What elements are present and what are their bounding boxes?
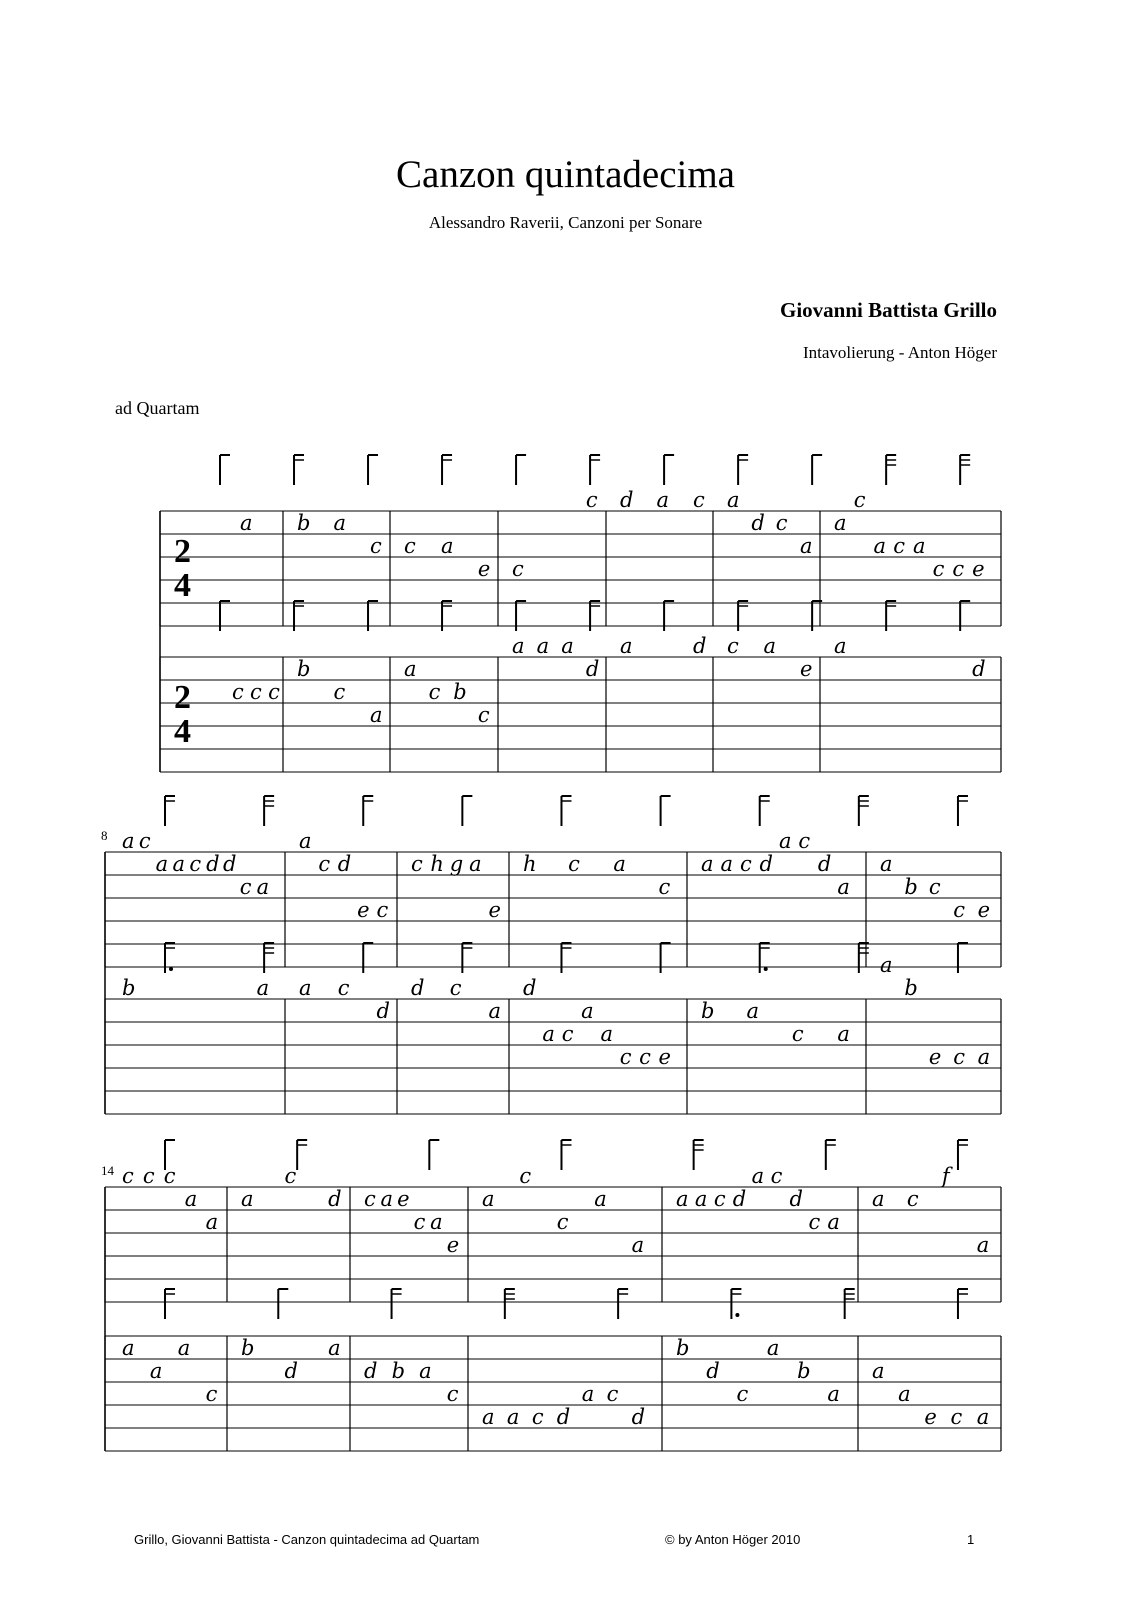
tab-letter: a (676, 1187, 689, 1211)
tab-letter: a (581, 999, 594, 1023)
page-subtitle: Alessandro Raverii, Canzoni per Sonare (428, 213, 703, 232)
tab-letter: d (789, 1187, 803, 1211)
tab-letter: b (797, 1359, 811, 1383)
tab-letter: a (837, 875, 850, 899)
tab-letter: a (827, 1210, 840, 1234)
tab-letter: a (581, 1382, 595, 1406)
tab-letter: a (613, 852, 626, 876)
tab-letter: a (834, 511, 847, 535)
tab-letter: c (189, 852, 202, 876)
tab-letter: a (469, 852, 482, 876)
tab-letter: d (693, 634, 707, 658)
tab-letter: c (449, 976, 462, 1000)
tab-letter: c (413, 1210, 426, 1234)
time-signature-top: 2 (174, 679, 191, 716)
tab-letter: e (357, 898, 370, 922)
tab-letter: c (906, 1187, 919, 1211)
tab-letter: d (706, 1359, 720, 1383)
tab-letter: c (639, 1045, 651, 1069)
tab-letter: a (880, 852, 893, 876)
tab-letter: b (241, 1336, 255, 1360)
tab-letter: a (536, 634, 550, 658)
tab-letter: c (519, 1164, 532, 1188)
page-title: Canzon quintadecima (396, 153, 735, 196)
tab-letter: a (155, 852, 169, 876)
tab-letter: c (739, 852, 752, 876)
tab-letter: a (872, 1359, 885, 1383)
footer-copyright: © by Anton Höger 2010 (665, 1532, 801, 1547)
tab-letter: a (898, 1382, 911, 1406)
tab-letter: d (337, 852, 352, 876)
tab-letter: d (732, 1187, 747, 1211)
tab-letter: a (694, 1187, 708, 1211)
tab-letter: a (299, 829, 312, 853)
tab-letter: d (376, 999, 390, 1023)
tab-letter: a (977, 1045, 991, 1069)
tab-letter: c (606, 1382, 619, 1406)
measure-number: 14 (101, 1163, 114, 1178)
tab-letter: c (893, 534, 905, 558)
tab-letter: a (149, 1359, 163, 1383)
tab-letter: a (506, 1405, 520, 1429)
tab-letter: e (977, 898, 991, 922)
tab-letter: a (177, 1336, 191, 1360)
tab-letter: c (404, 534, 416, 558)
tab-letter: c (932, 557, 945, 581)
tab-letter: a (594, 1187, 607, 1211)
tab-letter: a (205, 1210, 219, 1234)
tab-letter: b (391, 1359, 406, 1383)
tab-letter: a (766, 1336, 780, 1360)
tab-letter: c (446, 1382, 459, 1406)
tab-letter: a (873, 534, 887, 558)
tab-letter: c (693, 488, 705, 512)
tab-letter: d (222, 852, 237, 876)
tab-letter: d (620, 488, 634, 512)
tab-letter: c (953, 1045, 966, 1069)
time-signature-bottom: 4 (174, 567, 191, 604)
tab-letter: b (297, 657, 311, 681)
tab-letter: a (333, 511, 347, 535)
tab-letter: d (556, 1405, 571, 1429)
tab-letter: a (912, 534, 926, 558)
tab-letter: a (763, 634, 777, 658)
page-number: 1 (967, 1532, 975, 1547)
tab-letter: c (808, 1210, 821, 1234)
tab-letter: c (284, 1164, 297, 1188)
tab-letter: a (620, 634, 633, 658)
rhythm-dot (735, 1313, 739, 1317)
tab-letter: c (585, 488, 598, 512)
tab-letter: c (713, 1187, 726, 1211)
tab-letter: a (976, 1233, 990, 1257)
tab-letter: b (122, 976, 136, 1000)
tab-letter: a (720, 852, 734, 876)
tab-letter: a (172, 852, 186, 876)
tab-letter: c (138, 829, 151, 853)
tab-letter: e (477, 557, 491, 581)
tab-letter: c (561, 1022, 574, 1046)
tab-letter: d (972, 657, 986, 681)
measure-number: 8 (101, 828, 108, 843)
tab-letter: b (701, 999, 715, 1023)
tab-letter: h (430, 852, 444, 876)
tab-letter: a (482, 1405, 495, 1429)
tab-letter: d (411, 976, 425, 1000)
tab-letter: a (701, 852, 714, 876)
tab-letter: c (950, 1405, 963, 1429)
tab-letter: a (800, 534, 813, 558)
tab-letter: c (333, 680, 346, 704)
tab-letter: a (837, 1022, 850, 1046)
rhythm-dot (169, 967, 173, 971)
tab-letter: a (656, 488, 670, 512)
tab-letter: a (631, 1233, 645, 1257)
tab-letter: a (751, 1164, 765, 1188)
tab-letter: d (523, 976, 537, 1000)
tab-letter: c (556, 1210, 569, 1234)
tab-letter: a (880, 953, 893, 977)
tab-letter: d (284, 1359, 299, 1383)
tab-letter: c (370, 534, 382, 558)
tab-letter: a (184, 1187, 198, 1211)
tab-letter: c (531, 1405, 544, 1429)
tab-letter: c (376, 898, 389, 922)
tab-letter: d (751, 511, 765, 535)
tab-letter: a (299, 976, 312, 1000)
tab-letter: c (477, 703, 490, 727)
tab-letter: c (619, 1045, 632, 1069)
tab-letter: c (658, 875, 671, 899)
tab-letter: c (775, 511, 788, 535)
tab-letter: e (924, 1405, 937, 1429)
tab-letter: c (428, 680, 441, 704)
tab-letter: a (834, 634, 847, 658)
tab-letter: e (397, 1187, 410, 1211)
tab-letter: b (676, 1336, 690, 1360)
tab-letter: c (318, 852, 331, 876)
tab-letter: c (122, 1164, 134, 1188)
tab-letter: a (419, 1359, 432, 1383)
tab-letter: a (370, 703, 383, 727)
tab-letter: a (240, 511, 253, 535)
tab-letter: c (364, 1187, 376, 1211)
tab-letter: c (770, 1164, 783, 1188)
tab-letter: e (658, 1045, 671, 1069)
tab-letter: a (542, 1022, 555, 1046)
tab-letter: a (404, 657, 417, 681)
tab-letter: a (727, 488, 740, 512)
tab-letter: a (241, 1187, 254, 1211)
tab-letter: a (746, 999, 759, 1023)
time-signature-bottom: 4 (174, 713, 191, 750)
tab-letter: a (122, 1336, 135, 1360)
tab-letter: a (328, 1336, 341, 1360)
tab-letter: d (364, 1359, 378, 1383)
tab-letter: b (297, 511, 311, 535)
tab-letter: b (904, 875, 918, 899)
tab-letter: c (952, 557, 965, 581)
tab-letter: a (482, 1187, 495, 1211)
tab-letter: c (791, 1022, 804, 1046)
tab-letter: a (380, 1187, 394, 1211)
tab-letter: a (872, 1187, 885, 1211)
tab-letter: f (941, 1164, 950, 1188)
tab-letter: c (798, 829, 811, 853)
tab-letter: a (256, 875, 270, 899)
tab-letter: c (512, 557, 524, 581)
tab-letter: b (453, 680, 467, 704)
tab-letter: b (904, 976, 918, 1000)
tab-letter: c (928, 875, 941, 899)
tab-letter: a (561, 634, 574, 658)
time-signature-top: 2 (174, 533, 191, 570)
tab-letter: a (430, 1210, 443, 1234)
tab-letter: e (488, 898, 501, 922)
tab-letter: e (800, 657, 813, 681)
tab-letter: a (600, 1022, 613, 1046)
rhythm-dot (764, 967, 768, 971)
tab-letter: c (953, 898, 966, 922)
tab-letter: c (853, 488, 866, 512)
tab-letter: d (585, 657, 600, 681)
tab-letter: c (736, 1382, 749, 1406)
tab-letter: a (440, 534, 454, 558)
tab-letter: a (488, 999, 501, 1023)
tab-letter: d (206, 852, 220, 876)
tab-letter: e (446, 1233, 460, 1257)
tab-letter: a (827, 1382, 840, 1406)
tab-letter: g (449, 852, 464, 876)
composer-name: Giovanni Battista Grillo (779, 298, 997, 322)
tab-letter: e (928, 1045, 942, 1069)
tab-letter: d (817, 852, 832, 876)
tab-letter: h (523, 852, 537, 876)
tab-letter: e (972, 557, 985, 581)
tab-letter: c (163, 1164, 176, 1188)
tab-letter: c (568, 852, 580, 876)
tab-letter: a (778, 829, 792, 853)
tab-letter: c (232, 680, 244, 704)
tab-letter: c (268, 680, 280, 704)
tab-letter: c (239, 875, 252, 899)
tab-letter: c (250, 680, 262, 704)
tab-letter: d (328, 1187, 342, 1211)
arranger-credit: Intavolierung - Anton Höger (802, 343, 997, 362)
tab-letter: a (122, 829, 135, 853)
tab-letter: d (631, 1405, 646, 1429)
tab-letter: c (727, 634, 739, 658)
tuning-label: ad Quartam (115, 398, 200, 418)
tab-letter: c (411, 852, 423, 876)
tab-letter: a (512, 634, 525, 658)
tab-letter: d (759, 852, 773, 876)
tab-letter: c (142, 1164, 155, 1188)
tab-letter: a (976, 1405, 990, 1429)
tab-letter: c (205, 1382, 218, 1406)
tab-letter: c (337, 976, 350, 1000)
footer-left: Grillo, Giovanni Battista - Canzon quintadecima ad Quartam (134, 1532, 480, 1547)
tab-letter: a (256, 976, 270, 1000)
